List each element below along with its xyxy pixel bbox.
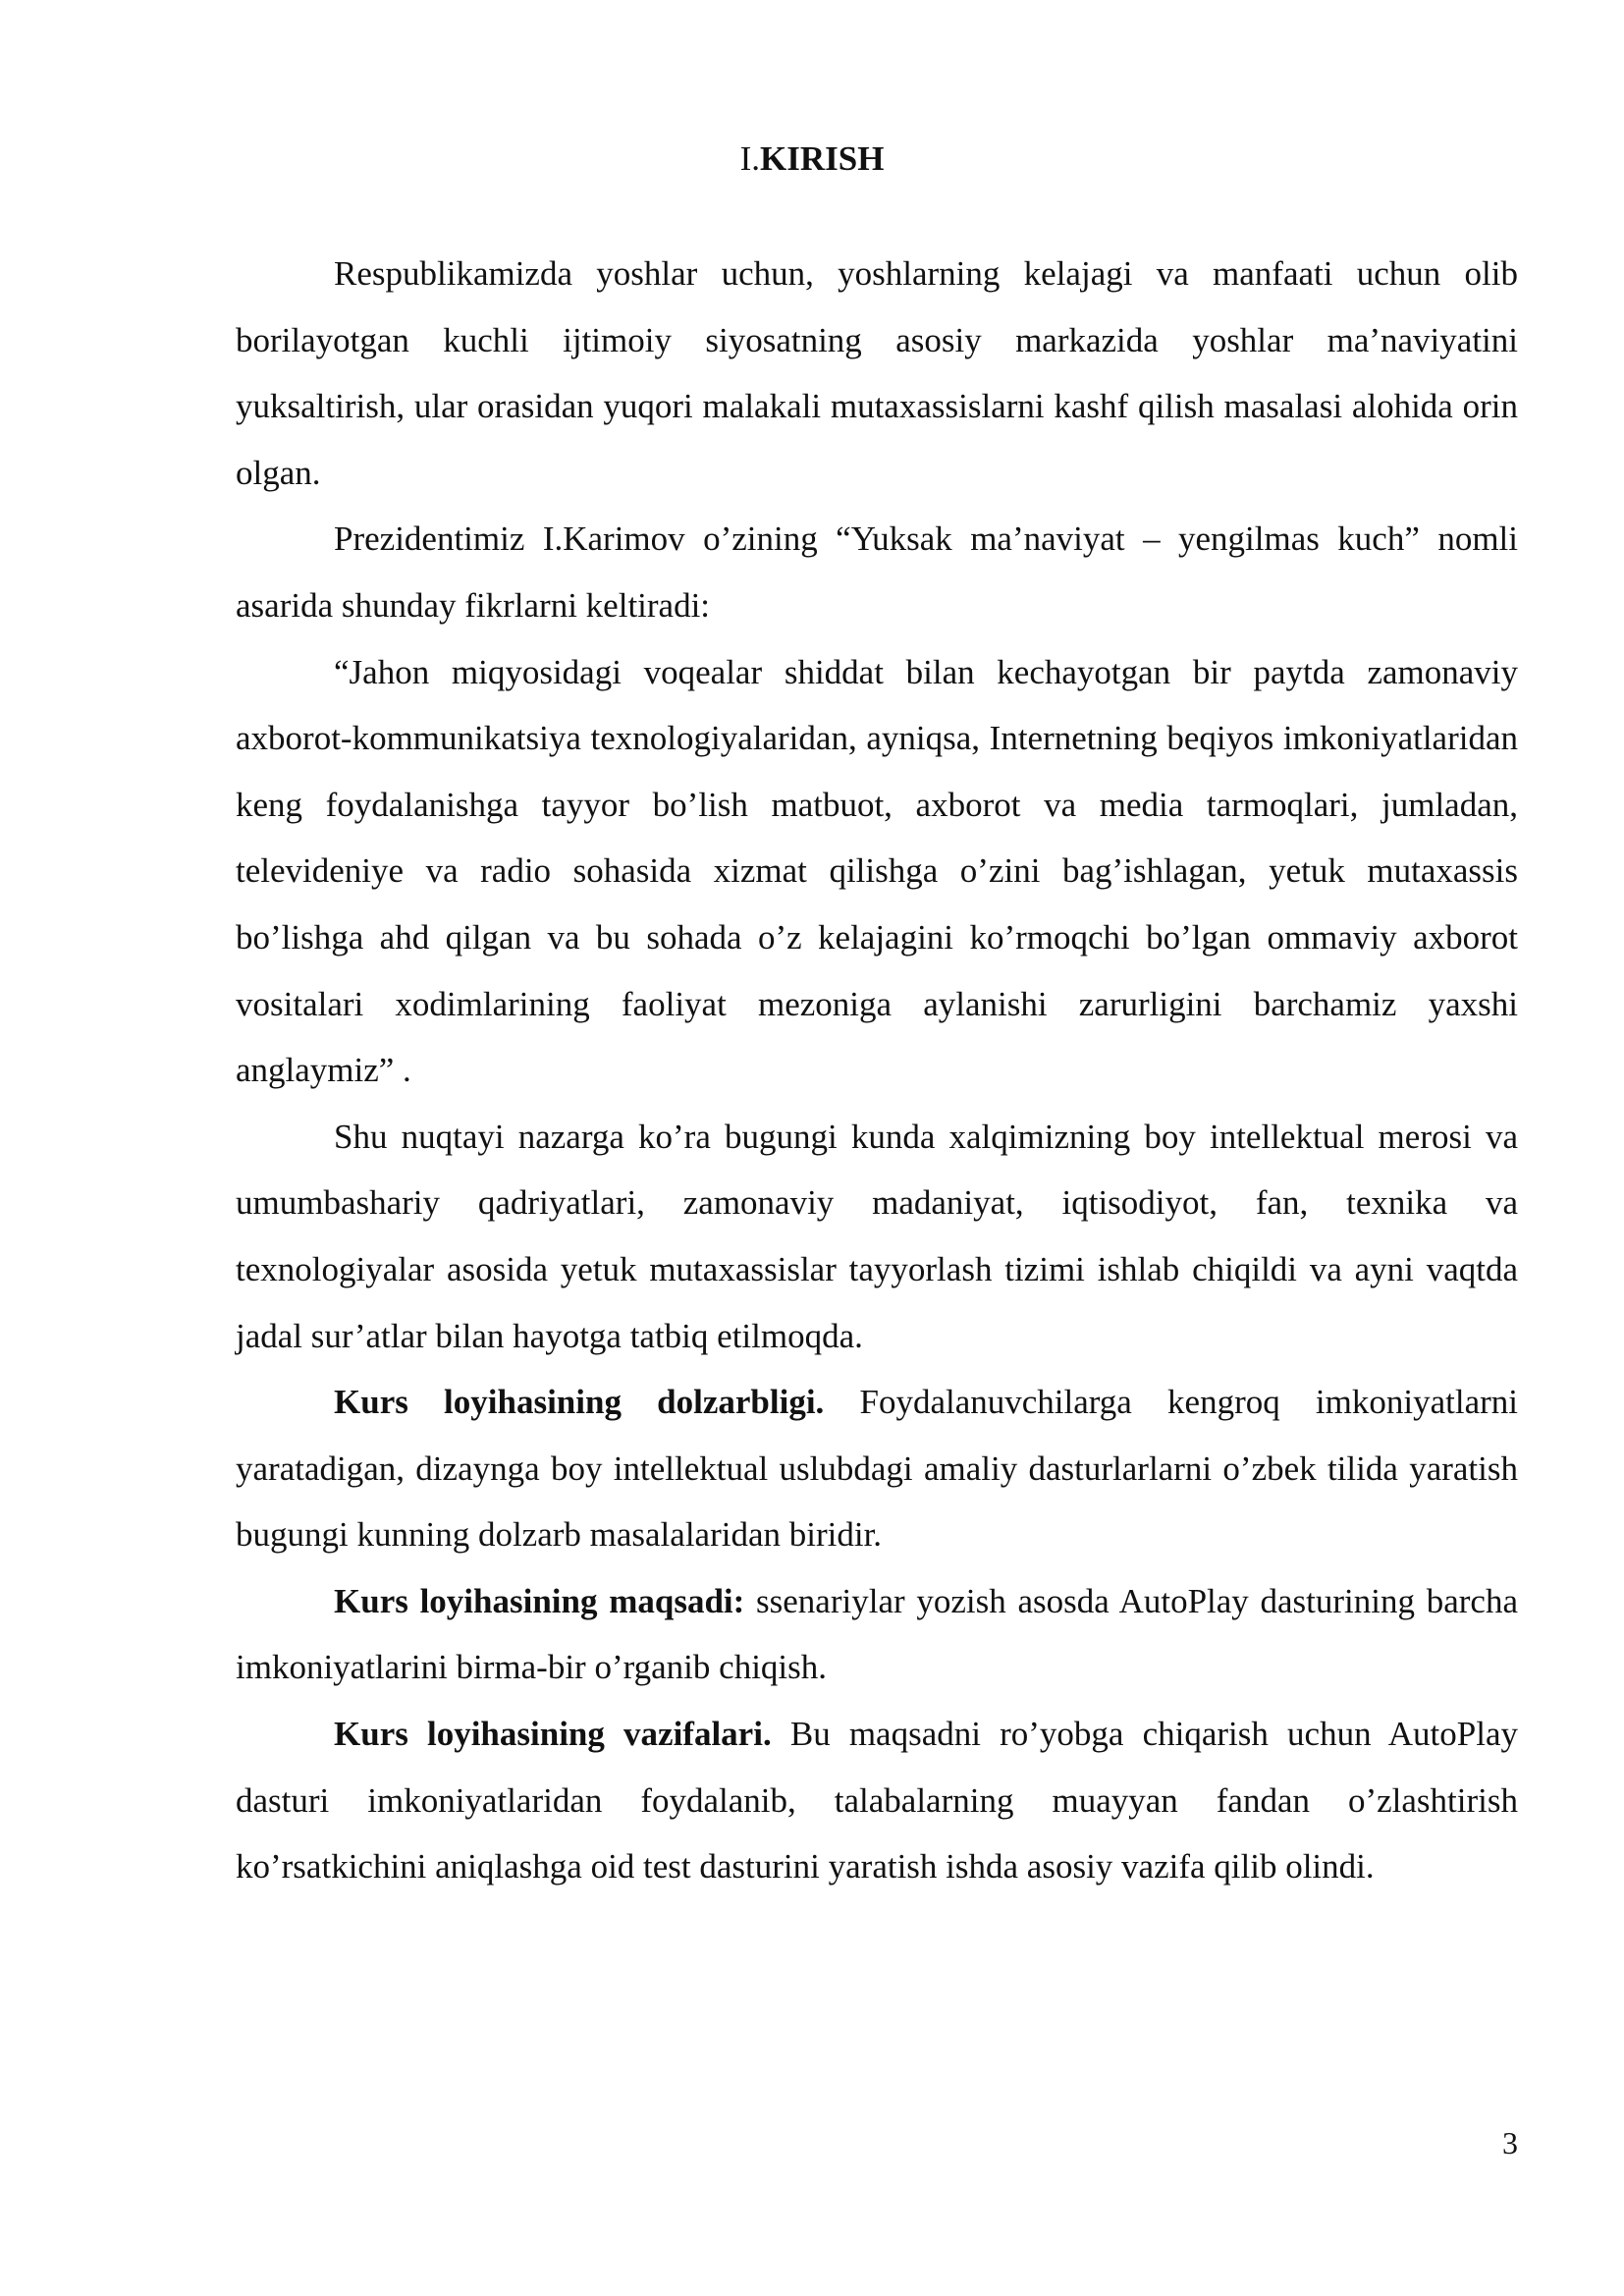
paragraph-perspective (236, 1104, 1518, 1369)
paragraph-tasks (236, 1701, 1518, 1900)
paragraph-quote (236, 639, 1518, 1104)
paragraph-president (236, 506, 1518, 638)
page-heading (0, 136, 1624, 183)
paragraph-text: Respublikamizda yoshlar uchun, yoshlarning kelajagi va manfaati uchun olib borilayotgan kuchli ijtimoiy siyosatning asosiy markazida yoshlar ma’naviyatini yuksaltirish, ular orasidan yuqori malakali mutaxassislarni kashf qilish masalasi alohida orin olgan. (236, 254, 1518, 492)
paragraph-lead: Kurs loyihasining vazifalari. (334, 1715, 772, 1754)
paragraph-intro (236, 241, 1518, 506)
paragraph-text: Bu maqsadni ro’yobga chiqarish uchun AutoPlay dasturi imkoniyatlaridan foydalanib, talabalarning muayyan fandan o’zlashtirish ko’rsatkichini aniqlashga oid test dasturini yaratish ishda asosiy vazifa qilib olindi. (236, 1715, 1519, 1886)
body-text (236, 241, 1518, 1900)
heading-title: KIRISH (759, 139, 885, 178)
paragraph-text: “Jahon miqyosidagi voqealar shiddat bilan kechayotgan bir paytda zamonaviy axborot-kommunikatsiya texnologiyalaridan, ayniqsa, Internetning beqiyos imkoniyatlaridan keng foydalanishga tayyor bo’lish matbuot, axborot va media tarmoqlari, jumladan, televideniye va radio sohasida xizmat qilishga o’zini bag’ishlagan, yetuk mutaxassis bo’lishga ahd qilgan va bu sohada o’z kelajagini ko’rmoqchi bo’lgan ommaviy axborot vositalari xodimlarining faoliyat mezoniga aylanishi zarurligini barchamiz yaxshi anglaymiz” . (236, 652, 1518, 1090)
paragraph-text: Shu nuqtayi nazarga ko’ra bugungi kunda xalqimizning boy intellektual merosi va umumbashariy qadriyatlari, zamonaviy madaniyat, iqtisodiyot, fan, texnika va texnologiyalar asosida yetuk mutaxassislar tayyorlash tizimi ishlab chiqildi va ayni vaqtda jadal sur’atlar bilan hayotga tatbiq etilmoqda. (236, 1117, 1518, 1355)
page-number: 3 (1502, 2125, 1518, 2160)
paragraph-text: ssenariylar yozish asosda AutoPlay dasturining barcha imkoniyatlarini birma-bir o’rganib chiqish. (236, 1581, 1518, 1687)
paragraph-relevance (236, 1369, 1518, 1568)
paragraph-text: Prezidentimiz I.Karimov o’zining “Yuksak ma’naviyat – yengilmas kuch” nomli asarida shunday fikrlarni keltiradi: (236, 519, 1518, 625)
paragraph-lead: Kurs loyihasining dolzarbligi. (334, 1383, 825, 1422)
heading-prefix: I. (739, 139, 760, 178)
paragraph-goal (236, 1568, 1518, 1701)
paragraph-text: Foydalanuvchilarga kengroq imkoniyatlarni yaratadigan, dizaynga boy intellektual uslubdagi amaliy dasturlarlarni o’zbek tilida yaratish bugungi kunning dolzarb masalalaridan biridir. (236, 1383, 1519, 1555)
paragraph-lead: Kurs loyihasining maqsadi: (334, 1581, 745, 1620)
